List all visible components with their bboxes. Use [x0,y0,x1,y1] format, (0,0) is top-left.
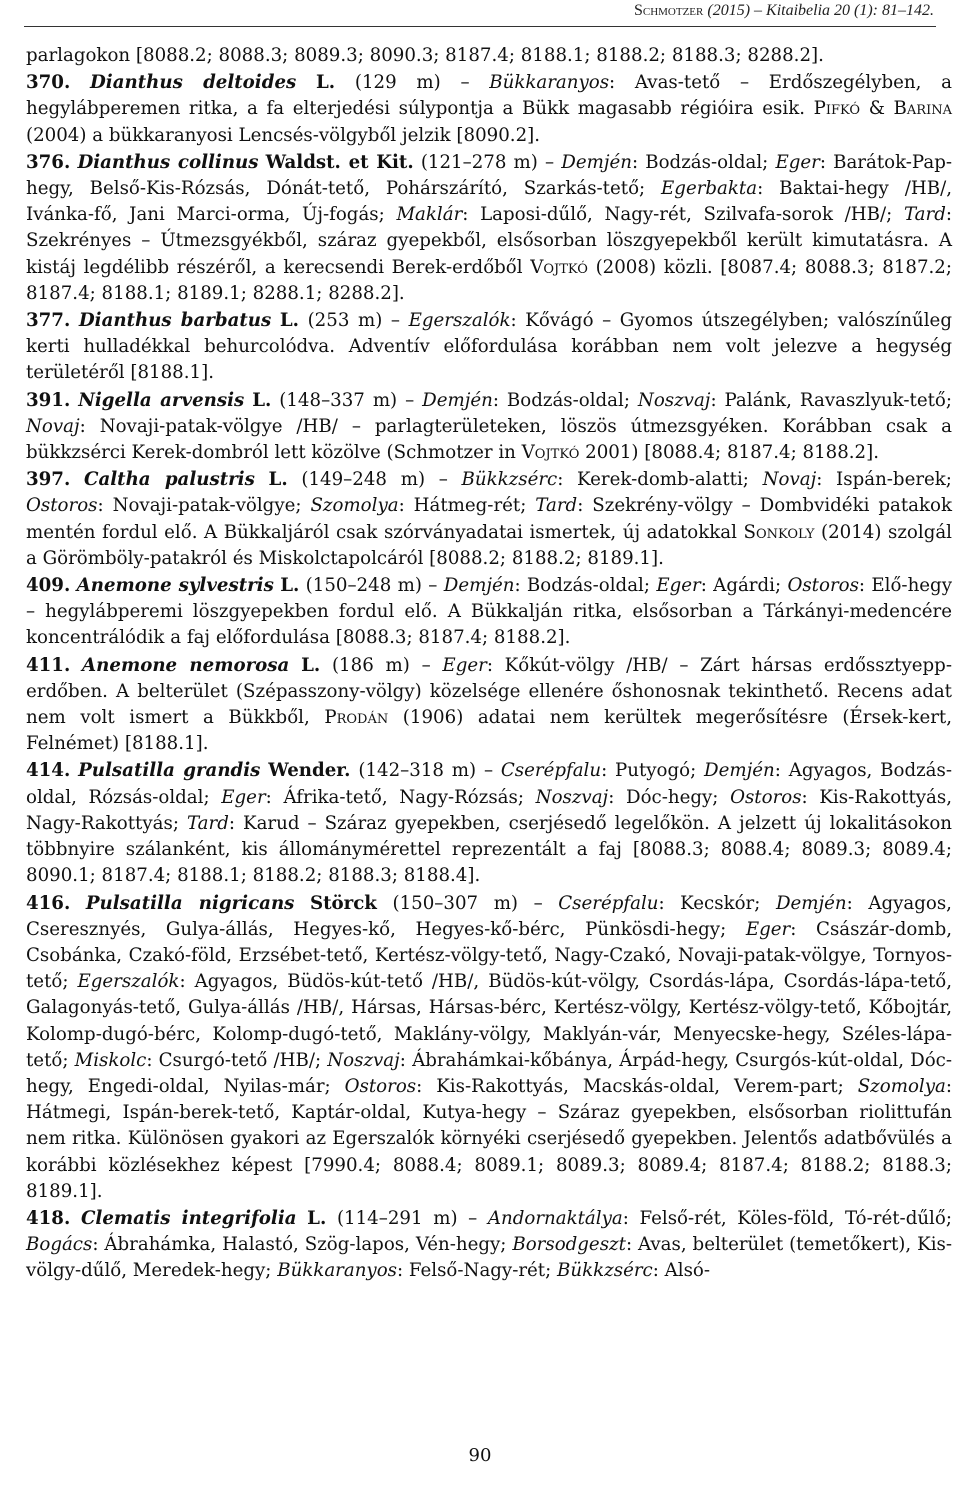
header-citation: (2015) – Kitaibelia 20 (1): 81–142. [703,2,934,19]
species-entry [26,758,952,889]
page-number: 90 [468,1445,492,1466]
species-author: Störck [309,892,377,914]
species-author: L. [280,575,300,597]
species-author: L. [315,72,336,94]
species-entry [26,891,952,1205]
entry-text: (148–337 m) – Demjén: Bodzás-oldal; Noszvaj: Palánk, Ravaszlyuk-tető; Novaj: Novaji-patak-völgye /HB/ – parlagterületeken, löszös útmezsgyéken. Korábban csak a bükkzsérci Kerek-dombról lett közölve (Schmotzer in Vojtkó 2001) [8088.4; 8187.4; 8188.2]. [26,389,952,464]
entry-number: 416. [26,892,71,914]
entry-text: (150–248 m) – Demjén: Bodzás-oldal; Eger: Agárdi; Ostoros: Elő-hegy – hegylábperemi löszgyepekben fordul elő. A Bükkalján ritka, elsősorban a Tárkányi-medencére koncentrálódik a faj előfordulása [8088.3; 8187.4; 8188.2]. [26,575,952,649]
species-author: L. [279,310,299,332]
entry-text: (129 m) – Bükkaranyos: Avas-tető – Erdőszegélyben, a hegylábperemen ritka, a fa elterjedési súlypontja a Bükk magasabb régióira esik. Pifkó & Barina (2004) a bükkaranyosi Lencsés-völgyből jelzik [8090.2]. [26,72,952,146]
species-entry [26,1206,952,1285]
entry-text: (253 m) – Egerszalók: Kővágó – Gyomos útszegélyben; valószínűleg kerti hulladékkal behurcolódva. Adventív előfordulása korábban nem volt jelezve a hegység területéről [8188.1]. [26,310,952,384]
entry-number: 376. [26,151,71,173]
species-author: Wender. [268,760,351,782]
species-entry [26,467,952,572]
species-author: L. [301,654,321,676]
species-name: Dianthus collinus [77,151,259,173]
species-entry [26,573,952,652]
species-entry [26,388,952,467]
header-author: Schmotzer [633,2,704,19]
species-author: L. [307,1207,327,1229]
entry-number: 411. [26,654,71,676]
species-author: L. [252,389,272,411]
entry-text: (114–291 m) – Andornaktálya: Felső-rét, Köles-föld, Tó-rét-dűlő; Bogács: Ábrahámka, Halastó, Szög-lapos, Vén-hegy; Borsodgeszt: Avas, belterület (temetőkert), Kis-völgy-dűlő, Meredek-hegy; Bükkaranyos: Felső-Nagy-rét; Bükkzsérc: Alsó- [26,1207,952,1282]
species-name: Pulsatilla grandis [78,760,261,782]
entry-number: 391. [26,389,71,411]
entry-number: 418. [26,1207,71,1229]
entry-text: (149–248 m) – Bükkzsérc: Kerek-domb-alatti; Novaj: Ispán-berek; Ostoros: Novaji-patak-völgye; Szomolya: Hátmeg-rét; Tard: Szekrény-völgy – Dombvidéki patakok mentén fordul elő. A Bükkaljáról csak szórványadatai ismertek, új adatokkal Sonkoly (2014) szolgál a Görömböly-patakról és Miskolctapolcáról [8088.2; 8188.2; 8189.1]. [26,469,952,569]
species-name: Pulsatilla nigricans [85,892,295,914]
species-entry [26,653,952,758]
species-name: Dianthus deltoides [90,72,297,94]
entry-text: (150–307 m) – Cserépfalu: Kecskór; Demjén: Agyagos, Cseresznyés, Gulya-állás, Hegyes-kő, Hegyes-kő-bérc, Pünkösdi-hegy; Eger: Császár-domb, Csobánka, Czakó-föld, Erzsébet-tető, Kertész-völgy-tető, Nagy-Czakó, Novaji-patak-völgye, Tornyos-tető; Egerszalók: Agyagos, Büdös-kút-tető /HB/, Büdös-kút-völgy, Csordás-lápa, Csordás-lápa-tető, Galagonyás-tető, Gulya-állás /HB/, Hársas, Hársas-bérc, Kertész-völgy, Kertész-völgy-tető, Kőbojtár, Kolomp-dugó-bérc, Kolomp-dugó-tető, Maklány-völgy, Maklyán-vár, Menyecske-hegy, Széles-lápa-tető; Miskolc: Csurgó-tető /HB/; Noszvaj: Ábrahámkai-kőbánya, Árpád-hegy, Csurgós-kút-oldal, Dóc-hegy, Engedi-oldal, Nyilas-már; Ostoros: Kis-Rakottyás, Macskás-oldal, Verem-part; Szomolya: Hátmegi, Ispán-berek-tető, Kaptár-oldal, Kutya-hegy – Száraz gyepekben, elsősorban riolittufán nem ritka. Különösen gyakori az Egerszalók környéki cserjésedő gyepekben. Jelentős adatbővülés a korábbi közlésekhez képest [7990.4; 8088.4; 8089.1; 8089.3; 8089.4; 8187.4; 8188.2; 8188.3; 8189.1]. [26,892,952,1202]
species-name: Anemone nemorosa [82,654,290,676]
species-entry [26,308,952,387]
entry-text: (142–318 m) – Cserépfalu: Putyogó; Demjén: Agyagos, Bodzás-oldal, Rózsás-oldal; Eger: Áfrika-tető, Nagy-Rózsás; Noszvaj: Dóc-hegy; Ostoros: Kis-Rakottyás, Nagy-Rakottyás; Tard: Karud – Száraz gyepekben, cserjésedő legelőkön. A jelzett új lokalitásokon többnyire szálanként, kis állománymérettel reprezentált a faj [8088.3; 8088.4; 8089.3; 8089.4; 8090.1; 8187.4; 8188.1; 8188.2; 8188.3; 8188.4]. [26,760,952,887]
body-text [26,43,952,1286]
entry-text: (186 m) – Eger: Kőkút-völgy /HB/ – Zárt hársas erdőssztyepp-erdőben. A belterület (Szépasszony-völgy) közelsége ellenére őshonosnak tekinthető. Recens adat nem volt ismert a Bükkből, Prodán (1906) adatai nem kerültek megerősítésre (Érsek-kert, Felnémet) [8188.1]. [26,654,953,755]
entry-number: 397. [26,469,71,491]
species-entry [26,70,952,149]
entry-number: 409. [26,575,71,597]
header-rule [24,26,936,27]
entry-text: parlagokon [8088.2; 8088.3; 8089.3; 8090.3; 8187.4; 8188.1; 8188.2; 8188.3; 8288.2]. [26,45,824,66]
species-name: Anemone sylvestris [76,575,274,597]
entry-number: 377. [26,310,71,332]
species-entry [26,150,952,307]
running-header [634,0,934,22]
entry-text: (121–278 m) – Demjén: Bodzás-oldal; Eger: Barátok-Pap-hegy, Belső-Kis-Rózsás, Dónát-tető, Pohárszárító, Szarkás-tető; Egerbakta: Baktai-hegy /HB/, Ivánka-fő, Jani Marci-orma, Új-fogás; Maklár: Laposi-dűlő, Nagy-rét, Szilvafa-sorok /HB/; Tard: Szekrényes – Útmezsgyékből, száraz gyepekből, elsősorban löszgyepekből került kimutatásra. A kistáj legdélibb részéről, a kerecsendi Berek-erdőből Vojtkó (2008) közli. [8087.4; 8088.3; 8187.2; 8187.4; 8188.1; 8189.1; 8288.1; 8288.2]. [26,151,953,304]
species-author: Waldst. et Kit. [265,151,414,173]
entry-number: 414. [26,760,71,782]
species-entry [26,43,952,69]
species-name: Clematis integrifolia [80,1207,297,1229]
entry-number: 370. [26,72,71,94]
species-name: Nigella arvensis [78,389,245,411]
species-name: Dianthus barbatus [78,310,272,332]
species-name: Caltha palustris [84,469,255,491]
species-author: L. [268,469,288,491]
